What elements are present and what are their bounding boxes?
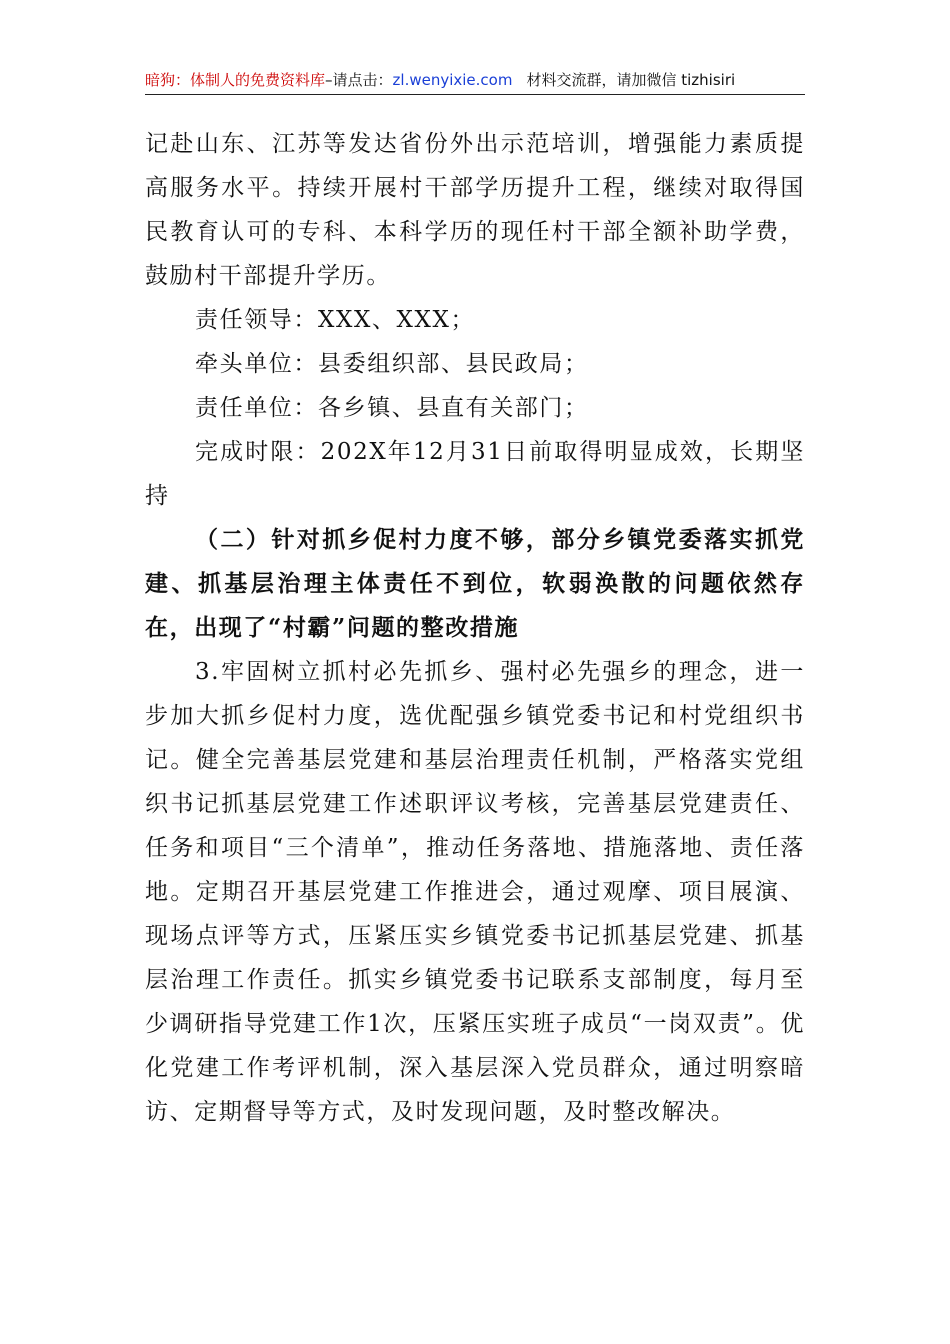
header-brand: 暗狗：体制人的免费资料库 (145, 71, 326, 89)
lead-unit: 牵头单位：县委组织部、县民政局； (195, 351, 589, 377)
responsible-unit: 责任单位：各乡镇、县直有关部门； (195, 395, 589, 421)
page-header (145, 66, 805, 95)
header-wechat-note: 材料交流群，请加微信 tizhisiri (526, 71, 736, 89)
deadline: 完成时限：202X年12月31日前取得明显成效，长期坚持 (145, 439, 805, 509)
header-link[interactable]: zl.wenyixie.com (392, 71, 513, 89)
responsible-leaders: 责任领导：XXX、XXX； (195, 307, 476, 333)
document-body (145, 122, 805, 1134)
header-prompt: –请点击： (325, 71, 393, 89)
section-heading: （二）针对抓乡促村力度不够，部分乡镇党委落实抓党建、抓基层治理主体责任不到位，软弱涣散的问题依然存在，出现了“村霸”问题的整改措施 (145, 526, 805, 641)
paragraph-continued: 记赴山东、江苏等发达省份外出示范培训，增强能力素质提高服务水平。持续开展村干部学历提升工程，继续对取得国民教育认可的专科、本科学历的现任村干部全额补助学费，鼓励村干部提升学历。 (145, 131, 805, 289)
measure-paragraph: 3.牢固树立抓村必先抓乡、强村必先强乡的理念，进一步加大抓乡促村力度，选优配强乡镇党委书记和村党组织书记。健全完善基层党建和基层治理责任机制，严格落实党组织书记抓基层党建工作述职评议考核，完善基层党建责任、任务和项目“三个清单”，推动任务落地、措施落地、责任落地。定期召开基层党建工作推进会，通过观摩、项目展演、现场点评等方式，压紧压实乡镇党委书记抓基层党建、抓基层治理工作责任。抓实乡镇党委书记联系支部制度，每月至少调研指导党建工作1次，压紧压实班子成员“一岗双责”。优化党建工作考评机制，深入基层深入党员群众，通过明察暗访、定期督导等方式，及时发现问题，及时整改解决。 (145, 659, 805, 1125)
